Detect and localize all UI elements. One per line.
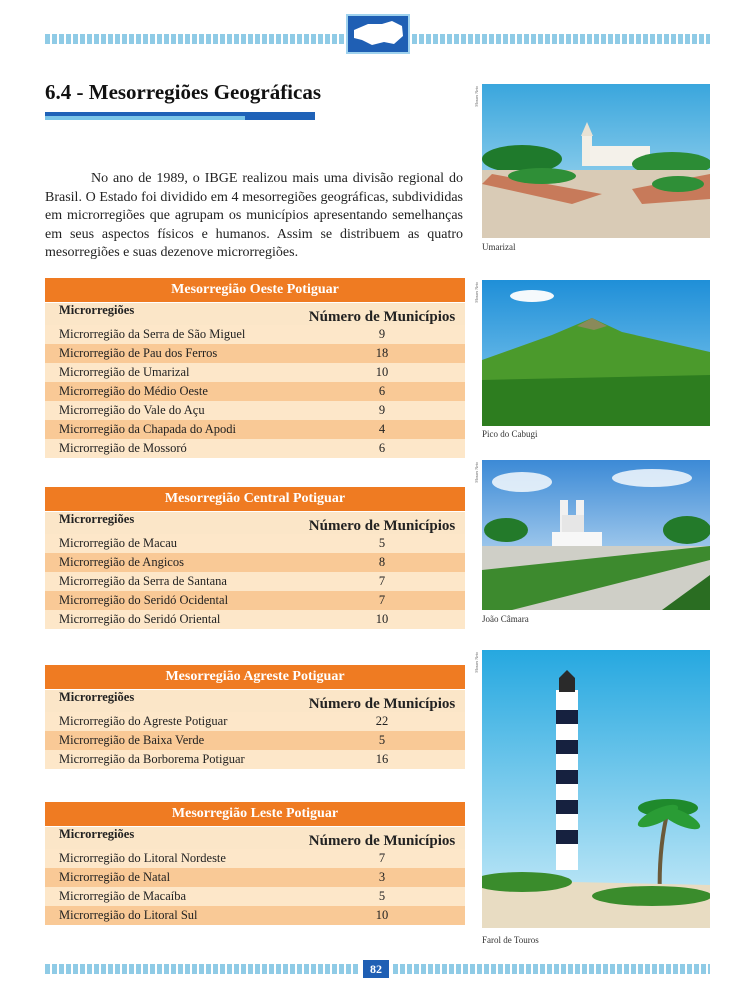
- photo-caption: Farol de Touros: [482, 935, 539, 945]
- row-count: 9: [378, 327, 386, 341]
- table-row: [45, 344, 465, 363]
- section-title: 6.4 - Mesorregiões Geográficas: [45, 80, 322, 104]
- row-name: Microrregião do Médio Oeste: [59, 384, 208, 398]
- photo-umarizal: [482, 84, 710, 238]
- col-header-micro: Microrregiões: [59, 827, 135, 841]
- row-count: 10: [375, 365, 389, 379]
- row-name: Microrregião de Angicos: [59, 555, 184, 569]
- photo-caption: Pico do Cabugi: [482, 429, 538, 439]
- row-count: 9: [378, 403, 386, 417]
- col-header-micro: Microrregiões: [59, 512, 135, 526]
- table-row: [45, 401, 465, 420]
- row-name: Microrregião de Macau: [59, 536, 177, 550]
- table-row: [45, 325, 465, 344]
- row-name: Microrregião de Umarizal: [59, 365, 190, 379]
- col-header-count: Número de Municípios: [308, 309, 456, 325]
- photo-joao-camara: [482, 460, 710, 610]
- photo-pico-do-cabugi: [482, 280, 710, 426]
- row-count: 7: [378, 851, 386, 865]
- table-row: [45, 382, 465, 401]
- photo-farol-de-touros: [482, 650, 710, 928]
- table-header: [45, 302, 465, 325]
- row-count: 10: [375, 612, 389, 626]
- row-name: Microrregião do Vale do Açu: [59, 403, 205, 417]
- table-title: Mesorregião Central Potiguar: [45, 487, 465, 511]
- header-dots-left: [45, 34, 345, 44]
- table-central: [45, 487, 465, 629]
- photo-credit: Moraes Neto: [474, 652, 479, 673]
- row-name: Microrregião de Natal: [59, 870, 171, 884]
- row-count: 16: [375, 752, 389, 766]
- table-agreste: [45, 665, 465, 769]
- intro-text: No ano de 1989, o IBGE realizou mais uma divisão regional do Brasil. O Estado foi dividido em 4 mesorregiões geográficas, subdivididas em microrregiões que agrupam os municípios apresentando semelhanças em seus aspectos físicos e humanos. Assim se distribuem as quatro mesorregiões e suas dezenove microrregiões.: [45, 171, 463, 260]
- footer-dots-right: [393, 964, 710, 974]
- col-header-micro: Microrregiões: [59, 690, 135, 704]
- row-count: 7: [378, 574, 386, 588]
- row-count: 10: [375, 908, 389, 922]
- title-underline-accent: [45, 116, 245, 120]
- table-row: [45, 712, 465, 731]
- table-row: [45, 906, 465, 925]
- table-row: [45, 591, 465, 610]
- table-body: [45, 712, 465, 769]
- row-name: Microrregião de Pau dos Ferros: [59, 346, 218, 360]
- table-title: Mesorregião Oeste Potiguar: [45, 278, 465, 302]
- col-header-count: Número de Municípios: [308, 696, 456, 712]
- row-count: 6: [378, 441, 386, 455]
- row-name: Microrregião do Seridó Oriental: [59, 612, 221, 626]
- table-oeste: [45, 278, 465, 458]
- table-row: [45, 363, 465, 382]
- photo-caption: Umarizal: [482, 242, 516, 252]
- table-row: [45, 610, 465, 629]
- footer-dots-left: [45, 964, 359, 974]
- row-name: Microrregião de Mossoró: [59, 441, 187, 455]
- row-name: Microrregião da Borborema Potiguar: [59, 752, 245, 766]
- table-row: [45, 534, 465, 553]
- row-count: 6: [378, 384, 386, 398]
- col-header-micro: Microrregiões: [59, 303, 135, 317]
- row-count: 4: [378, 422, 386, 436]
- table-row: [45, 849, 465, 868]
- row-count: 5: [378, 536, 386, 550]
- row-name: Microrregião do Agreste Potiguar: [59, 714, 228, 728]
- row-name: Microrregião da Serra de São Miguel: [59, 327, 246, 341]
- row-count: 3: [378, 870, 386, 884]
- table-body: [45, 849, 465, 925]
- table-row: [45, 887, 465, 906]
- table-row: [45, 868, 465, 887]
- row-count: 8: [378, 555, 386, 569]
- photo-credit: Moraes Neto: [474, 86, 479, 107]
- page-number: 82: [363, 960, 389, 978]
- intro-paragraph: [45, 170, 463, 263]
- table-body: [45, 325, 465, 458]
- table-row: [45, 731, 465, 750]
- table-header: [45, 689, 465, 712]
- col-header-count: Número de Municípios: [308, 518, 456, 534]
- table-title: Mesorregião Agreste Potiguar: [45, 665, 465, 689]
- photo-caption: João Câmara: [482, 614, 529, 624]
- row-name: Microrregião do Seridó Ocidental: [59, 593, 229, 607]
- table-leste: [45, 802, 465, 925]
- row-count: 7: [378, 593, 386, 607]
- row-count: 5: [378, 889, 386, 903]
- row-count: 18: [375, 346, 389, 360]
- row-name: Microrregião da Serra de Santana: [59, 574, 227, 588]
- row-name: Microrregião do Litoral Nordeste: [59, 851, 226, 865]
- table-body: [45, 534, 465, 629]
- state-map-logo: [346, 14, 410, 54]
- col-header-count: Número de Municípios: [308, 833, 456, 849]
- photo-credit: Moraes Neto: [474, 462, 479, 483]
- table-title: Mesorregião Leste Potiguar: [45, 802, 465, 826]
- table-row: [45, 439, 465, 458]
- photo-credit: Moraes Neto: [474, 282, 479, 303]
- row-count: 5: [378, 733, 386, 747]
- table-row: [45, 553, 465, 572]
- header-dots-right: [412, 34, 710, 44]
- row-name: Microrregião de Baixa Verde: [59, 733, 205, 747]
- table-header: [45, 826, 465, 849]
- row-name: Microrregião de Macaíba: [59, 889, 187, 903]
- table-row: [45, 572, 465, 591]
- row-name: Microrregião do Litoral Sul: [59, 908, 198, 922]
- table-header: [45, 511, 465, 534]
- table-row: [45, 750, 465, 769]
- table-row: [45, 420, 465, 439]
- row-name: Microrregião da Chapada do Apodi: [59, 422, 237, 436]
- row-count: 22: [375, 714, 389, 728]
